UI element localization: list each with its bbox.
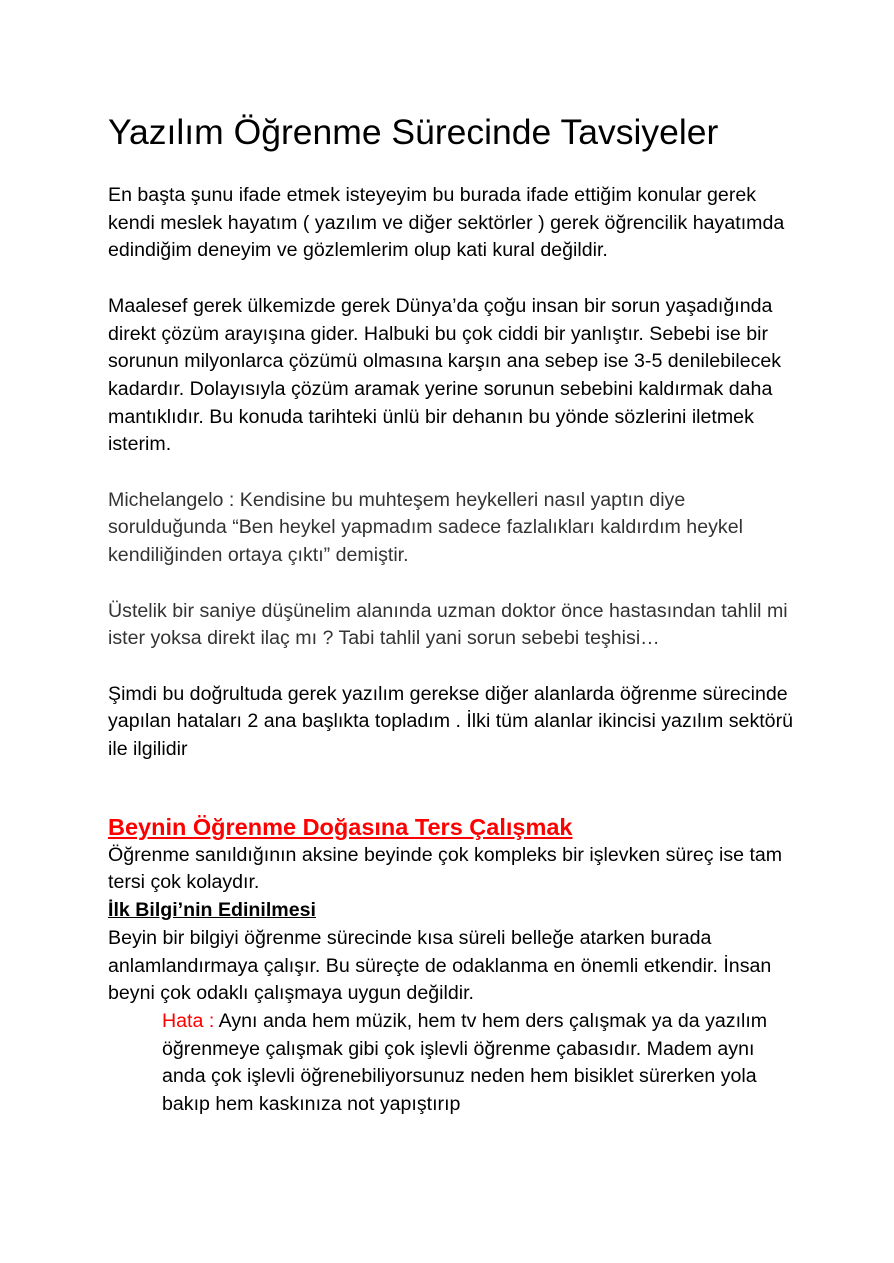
quote-paragraph: Michelangelo : Kendisine bu muhteşem heykelleri nasıl yaptın diye sorulduğunda “Ben heykel yapmadım sadece fazlalıkları kaldırdım heykel kendiliğinden ortaya çıktı” demiştir. bbox=[108, 488, 743, 567]
error-label: Hata : bbox=[162, 1009, 215, 1032]
section-body: Beyin bir bilgiyi öğrenme sürecinde kısa süreli belleğe atarken burada anlamlandırmaya çalışır. Bu süreçte de odaklanma en önemli etkendir. İnsan beyni çok odaklı çalışmaya uygun değildir. bbox=[108, 926, 772, 1005]
sub-heading: İlk Bilgi’nin Edinilmesi bbox=[108, 899, 316, 922]
problem-paragraph: Maalesef gerek ülkemizde gerek Dünya’da çoğu insan bir sorun yaşadığında direkt çözüm arayışına gider. Halbuki bu çok ciddi bir yanlıştır. Sebebi ise bir sorunun milyonlarca çözümü olmasına karşın ana sebep ise 3-5 denilebilecek kadardır. Dolayısıyla çözüm aramak yerine sorunun sebebini kaldırmak daha mantıklıdır. Bu konuda tarihteki ünlü bir dehanın bu yönde sözlerini iletmek isterim. bbox=[108, 294, 782, 456]
intro-paragraph: En başta şunu ifade etmek isteyeyim bu burada ifade ettiğim konular gerek kendi meslek hayatım ( yazılım ve diğer sektörler ) gerek öğrencilik hayatımda edindiğim deneyim ve gözlemlerim olup kati kural değildir. bbox=[108, 184, 785, 262]
summary-paragraph: Şimdi bu doğrultuda gerek yazılım gerekse diğer alanlarda öğrenme sürecinde yapılan hataları 2 ana başlıkta topladım . İlki tüm alanlar ikincisi yazılım sektörü ile ilgilidir bbox=[108, 682, 794, 760]
document-title: Yazılım Öğrenme Sürecinde Tavsiyeler bbox=[108, 112, 719, 152]
section-intro: Öğrenme sanıldığının aksine beyinde çok kompleks bir işlevken süreç ise tam tersi çok kolaydır. bbox=[108, 843, 783, 894]
doctor-paragraph: Üstelik bir saniye düşünelim alanında uzman doktor önce hastasından tahlil mi ister yoksa direkt ilaç mı ? Tabi tahlil yani sorun sebebi teşhisi… bbox=[108, 599, 788, 650]
section-heading: Beynin Öğrenme Doğasına Ters Çalışmak bbox=[108, 813, 573, 840]
error-text: Aynı anda hem müzik, hem tv hem ders çalışmak ya da yazılım öğrenmeye çalışmak gibi çok işlevli öğrenme çabasıdır. Madem aynı anda çok işlevli öğrenebiliyorsunuz neden hem bisiklet sürerken yola bakıp hem kaskınıza not yapıştırıp bbox=[162, 1009, 768, 1116]
document-page bbox=[108, 108, 798, 1119]
error-paragraph bbox=[108, 1008, 798, 1119]
